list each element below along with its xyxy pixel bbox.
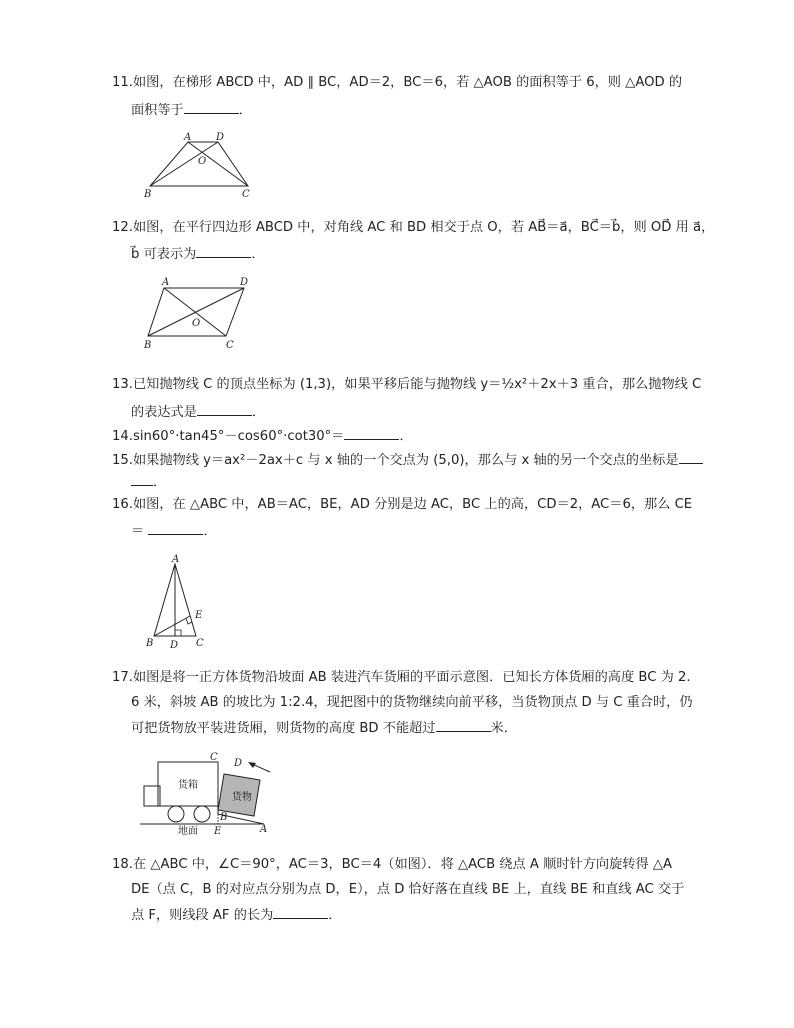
q17-label-d: D <box>234 758 243 769</box>
q15-text: 如果抛物线 y＝ax²－2ax＋c 与 x 轴的一个交点为 (5,0)，那么与 x 轴的另一个交点的坐标是 <box>132 453 679 468</box>
q11-label-d: D <box>216 132 225 143</box>
q14-answer-blank[interactable] <box>344 426 399 440</box>
q16-number: 16. <box>112 497 133 512</box>
q12-answer-blank[interactable] <box>196 244 251 258</box>
q17-label-c: C <box>210 752 218 763</box>
q12-number: 12. <box>112 220 133 235</box>
q12-label-b: B <box>144 340 152 351</box>
q14-text: sin60°·tan45°－cos60°·cot30°＝ <box>132 429 345 444</box>
q18-text-cont: DE（点 C，B 的对应点分别为点 D，E），点 D 恰好落在直线 BE 上，直线 BE 和直线 AC 交于 <box>131 882 685 897</box>
q11-period: ． <box>238 103 252 118</box>
q18-period: ． <box>328 908 342 923</box>
q12-parallelogram-figure <box>140 274 260 354</box>
q17-line2 <box>131 694 693 712</box>
q13-answer-blank[interactable] <box>197 402 252 416</box>
q16-line2 <box>131 521 217 541</box>
q12-text: 如图，在平行四边形 ABCD 中，对角线 AC 和 BD 相交于点 O，若 AB⃗＝a⃗，BC⃗＝b⃗，则 OD⃗ 用 a⃗， <box>132 220 715 235</box>
q15-number: 15. <box>112 453 133 468</box>
q16-label-e: E <box>195 610 203 621</box>
q17-truck-figure <box>138 748 288 840</box>
q18-number: 18. <box>112 857 133 872</box>
q17-line3 <box>131 718 517 738</box>
q13-line2 <box>131 402 265 422</box>
q17-label-a: A <box>260 824 268 835</box>
q11-label-a: A <box>184 132 192 143</box>
q12-label-o: O <box>192 318 201 329</box>
q12-line2 <box>131 244 265 264</box>
q12-period: ． <box>251 247 265 262</box>
q16-text: 如图，在 △ABC 中，AB＝AC，BE，AD 分别是边 AC，BC 上的高，CD＝2，AC＝6，那么 CE <box>132 497 693 512</box>
q17-cargo-label: 货物 <box>232 792 252 803</box>
q11-text-cont: 面积等于 <box>131 103 184 118</box>
q13-text: 已知抛物线 C 的顶点坐标为 (1,3)，如果平移后能与抛物线 y＝½x²＋2x＋3 重合，那么抛物线 C <box>132 377 702 392</box>
q17-label-b: B <box>220 812 228 823</box>
q15-period: ． <box>153 475 167 490</box>
q12-text-cont: b⃗ 可表示为 <box>131 247 197 262</box>
q11-trapezoid-figure <box>140 130 260 202</box>
q14-period: ． <box>399 429 413 444</box>
q18-line3 <box>131 905 341 925</box>
q12-label-c: C <box>226 340 234 351</box>
q16-triangle-figure <box>140 552 220 652</box>
q18-answer-blank[interactable] <box>273 905 328 919</box>
q16-label-c: C <box>196 638 204 649</box>
q12-line1 <box>112 219 714 237</box>
q14-number: 14. <box>112 429 133 444</box>
q13-period: ． <box>251 405 266 420</box>
q16-label-d: D <box>170 640 179 651</box>
q13-line1 <box>112 376 701 394</box>
q16-label-a: A <box>172 554 180 565</box>
q16-label-b: B <box>146 638 154 649</box>
q11-line1 <box>112 74 682 92</box>
q11-answer-blank[interactable] <box>184 100 239 114</box>
q18-text-cont2: 点 F，则线段 AF 的长为 <box>131 908 274 923</box>
q17-answer-blank[interactable] <box>436 718 491 732</box>
q16-text-cont: ＝ <box>131 524 145 539</box>
q17-unit: 米． <box>490 721 517 736</box>
q18-text: 在 △ABC 中，∠C＝90°，AC＝3，BC＝4（如图）．将 △ACB 绕点 A 顺时针方向旋转得 △A <box>132 857 672 872</box>
q17-ground-label: 地面 <box>178 826 198 837</box>
q18-line2 <box>131 881 684 899</box>
q11-line2 <box>131 100 252 120</box>
q11-label-c: C <box>242 189 250 200</box>
q13-text-cont: 的表达式是 <box>131 405 197 420</box>
q17-text: 如图是将一正方体货物沿坡面 AB 装进汽车货厢的平面示意图．已知长方体货厢的高度 BC 为 2. <box>132 670 691 685</box>
q11-label-b: B <box>144 189 152 200</box>
q17-text-cont: 6 米，斜坡 AB 的坡比为 1:2.4，现把图中的货物继续向前平移，当货物顶点 D 与 C 重合时，仍 <box>131 695 693 710</box>
q16-line1 <box>112 496 692 514</box>
q11-text: 如图，在梯形 ABCD 中，AD ∥ BC，AD＝2，BC＝6，若 △AOB 的面积等于 6，则 △AOD 的 <box>132 75 683 90</box>
q15-line2 <box>131 472 166 492</box>
q12-label-a: A <box>162 277 170 288</box>
q15-line1 <box>112 450 703 470</box>
q11-label-o: O <box>198 156 207 167</box>
q17-label-e: E <box>214 826 222 837</box>
q16-period: ． <box>203 524 217 539</box>
q18-line1 <box>112 856 672 874</box>
q15-answer-blank[interactable] <box>679 450 703 464</box>
q17-number: 17. <box>112 670 133 685</box>
q17-line1 <box>112 669 691 687</box>
q12-label-d: D <box>240 277 249 288</box>
q14-line <box>112 426 413 446</box>
q17-text-cont2: 可把货物放平装进货厢，则货物的高度 BD 不能超过 <box>131 721 436 736</box>
q16-answer-blank[interactable] <box>148 521 203 535</box>
q13-number: 13. <box>112 377 133 392</box>
q17-box-label: 货箱 <box>178 780 198 791</box>
q15-answer-blank-cont[interactable] <box>131 472 153 486</box>
q11-number: 11. <box>112 75 133 90</box>
